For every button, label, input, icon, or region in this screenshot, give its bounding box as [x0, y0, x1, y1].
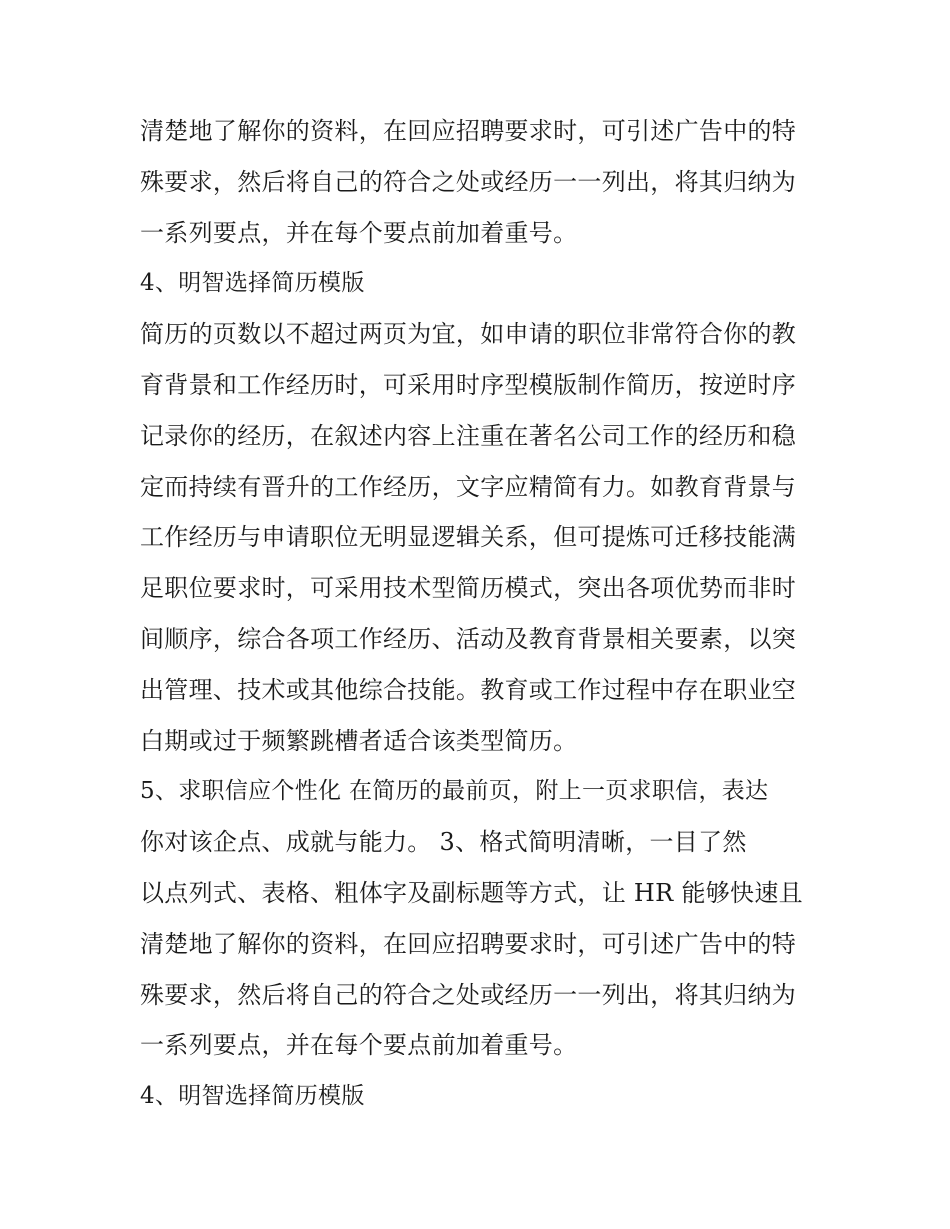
text-line: 清楚地了解你的资料，在回应招聘要求时，可引述广告中的特 — [140, 117, 797, 145]
text-line: 以点列式、表格、粗体字及副标题等方式，让 HR 能够快速且 — [140, 878, 803, 907]
section-heading: 4、明智选择简历模版 — [140, 270, 365, 297]
text-line: 足职位要求时，可采用技术型简历模式，突出各项优势而非时 — [140, 574, 797, 603]
text-line: 工作经历与申请职位无明显逻辑关系，但可提炼可迁移技能满 — [140, 523, 797, 552]
text-line: 育背景和工作经历时，可采用时序型模版制作简历，按逆时序 — [140, 370, 797, 399]
text-line: 你对该企点、成就与能力。 3、格式简明清晰，一目了然 — [140, 828, 747, 857]
text-line: 清楚地了解你的资料，在回应招聘要求时，可引述广告中的特 — [140, 929, 797, 958]
text-line: 间顺序，综合各项工作经历、活动及教育背景相关要素，以突 — [140, 624, 797, 653]
text-line: 一系列要点，并在每个要点前加着重号。 — [140, 1031, 578, 1060]
text-line: 白期或过于频繁跳槽者适合该类型简历。 — [140, 726, 578, 755]
text-line: 定而持续有晋升的工作经历，文字应精简有力。如教育背景与 — [140, 472, 797, 501]
text-line: 记录你的经历，在叙述内容上注重在著名公司工作的经历和稳 — [140, 421, 797, 450]
text-line: 出管理、技术或其他综合技能。教育或工作过程中存在职业空 — [140, 675, 797, 704]
text-line: 殊要求，然后将自己的符合之处或经历一一列出，将其归纳为 — [140, 980, 797, 1009]
text-line: 一系列要点，并在每个要点前加着重号。 — [140, 218, 578, 247]
section-heading: 4、明智选择简历模版 — [140, 1083, 365, 1110]
section-heading: 5、求职信应个性化 在简历的最前页，附上一页求职信，表达 — [140, 778, 769, 805]
text-line: 殊要求，然后将自己的符合之处或经历一一列出，将其归纳为 — [140, 167, 797, 196]
document-body — [140, 106, 820, 1122]
text-line: 简历的页数以不超过两页为宜，如申请的职位非常符合你的教 — [140, 320, 797, 349]
